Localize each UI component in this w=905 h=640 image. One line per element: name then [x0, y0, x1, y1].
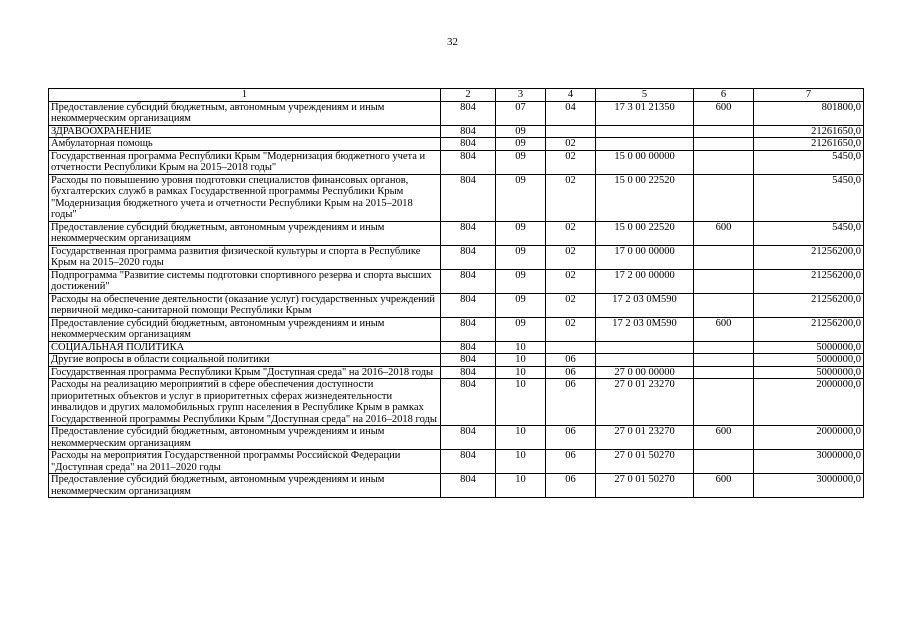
admin-code: 804 — [441, 150, 496, 174]
table-row — [49, 366, 864, 379]
target-article-code: 27 0 01 23270 — [596, 426, 694, 450]
section-code: 09 — [496, 221, 546, 245]
table-row — [49, 221, 864, 245]
row-description: Амбулаторная помощь — [49, 138, 441, 151]
amount: 21261650,0 — [754, 138, 864, 151]
row-description: Расходы на реализацию мероприятий в сфере обеспечения доступности приоритетных объектов и услуг в приоритетных сферах жизнедеятельности инвалидов и других маломобильных групп населения в Республике Крым в рамках Государственной программы Республики Крым "Доступная среда" на 2016–2018 годы — [49, 379, 441, 426]
section-code: 09 — [496, 245, 546, 269]
subsection-code: 02 — [546, 269, 596, 293]
target-article-code — [596, 125, 694, 138]
row-description: Предоставление субсидий бюджетным, автономным учреждениям и иным некоммерческим организациям — [49, 474, 441, 498]
subsection-code: 06 — [546, 354, 596, 367]
target-article-code: 17 2 00 00000 — [596, 269, 694, 293]
expense-type-code — [694, 379, 754, 426]
amount: 21256200,0 — [754, 245, 864, 269]
admin-code: 804 — [441, 450, 496, 474]
target-article-code: 27 0 01 50270 — [596, 450, 694, 474]
table-row — [49, 138, 864, 151]
admin-code: 804 — [441, 341, 496, 354]
expense-type-code: 600 — [694, 221, 754, 245]
target-article-code: 15 0 00 00000 — [596, 150, 694, 174]
amount: 801800,0 — [754, 101, 864, 125]
row-description: Предоставление субсидий бюджетным, автономным учреждениям и иным некоммерческим организациям — [49, 221, 441, 245]
column-header: 7 — [754, 89, 864, 102]
table-row — [49, 341, 864, 354]
section-code: 09 — [496, 150, 546, 174]
admin-code: 804 — [441, 101, 496, 125]
subsection-code: 02 — [546, 138, 596, 151]
subsection-code: 06 — [546, 474, 596, 498]
subsection-code: 02 — [546, 150, 596, 174]
target-article-code — [596, 341, 694, 354]
admin-code: 804 — [441, 125, 496, 138]
target-article-code: 17 2 03 0М590 — [596, 317, 694, 341]
subsection-code: 06 — [546, 426, 596, 450]
table-row — [49, 293, 864, 317]
amount: 5450,0 — [754, 221, 864, 245]
page-number: 32 — [447, 36, 458, 48]
table-row — [49, 125, 864, 138]
expense-type-code — [694, 341, 754, 354]
amount: 3000000,0 — [754, 474, 864, 498]
column-header: 4 — [546, 89, 596, 102]
admin-code: 804 — [441, 138, 496, 151]
row-description: Расходы по повышению уровня подготовки специалистов финансовых органов, бухгалтерских служб в рамках Государственной программы Республики Крым "Модернизация бюджетного учета и отчетности Республики Крым на 2015–2018 годы" — [49, 174, 441, 221]
subsection-code: 06 — [546, 366, 596, 379]
expense-type-code — [694, 269, 754, 293]
subsection-code — [546, 341, 596, 354]
subsection-code — [546, 125, 596, 138]
target-article-code: 15 0 00 22520 — [596, 174, 694, 221]
subsection-code: 04 — [546, 101, 596, 125]
section-code: 09 — [496, 269, 546, 293]
admin-code: 804 — [441, 474, 496, 498]
expense-type-code — [694, 366, 754, 379]
amount: 5450,0 — [754, 150, 864, 174]
expense-type-code — [694, 150, 754, 174]
section-code: 10 — [496, 474, 546, 498]
table-row — [49, 450, 864, 474]
section-code: 10 — [496, 450, 546, 474]
target-article-code — [596, 354, 694, 367]
section-code: 09 — [496, 293, 546, 317]
budget-table — [48, 88, 864, 498]
admin-code: 804 — [441, 379, 496, 426]
admin-code: 804 — [441, 174, 496, 221]
amount: 5000000,0 — [754, 354, 864, 367]
target-article-code — [596, 138, 694, 151]
row-description: Предоставление субсидий бюджетным, автономным учреждениям и иным некоммерческим организациям — [49, 426, 441, 450]
column-header: 6 — [694, 89, 754, 102]
target-article-code: 27 0 01 50270 — [596, 474, 694, 498]
section-code: 10 — [496, 379, 546, 426]
expense-type-code — [694, 125, 754, 138]
table-row — [49, 474, 864, 498]
expense-type-code: 600 — [694, 426, 754, 450]
expense-type-code — [694, 354, 754, 367]
expense-type-code — [694, 245, 754, 269]
expense-type-code: 600 — [694, 317, 754, 341]
subsection-code: 02 — [546, 293, 596, 317]
admin-code: 804 — [441, 221, 496, 245]
header-row — [49, 89, 864, 102]
section-code: 10 — [496, 426, 546, 450]
amount: 2000000,0 — [754, 426, 864, 450]
amount: 21261650,0 — [754, 125, 864, 138]
target-article-code: 17 0 00 00000 — [596, 245, 694, 269]
row-description: СОЦИАЛЬНАЯ ПОЛИТИКА — [49, 341, 441, 354]
row-description: Другие вопросы в области социальной политики — [49, 354, 441, 367]
table-row — [49, 174, 864, 221]
subsection-code: 02 — [546, 317, 596, 341]
subsection-code: 02 — [546, 245, 596, 269]
table-row — [49, 269, 864, 293]
admin-code: 804 — [441, 293, 496, 317]
column-header: 3 — [496, 89, 546, 102]
column-header: 2 — [441, 89, 496, 102]
expense-type-code — [694, 174, 754, 221]
expense-type-code — [694, 293, 754, 317]
amount: 5450,0 — [754, 174, 864, 221]
table-row — [49, 101, 864, 125]
admin-code: 804 — [441, 426, 496, 450]
row-description: Подпрограмма "Развитие системы подготовки спортивного резерва и спорта высших достижений" — [49, 269, 441, 293]
admin-code: 804 — [441, 354, 496, 367]
row-description: ЗДРАВООХРАНЕНИЕ — [49, 125, 441, 138]
section-code: 09 — [496, 138, 546, 151]
table-row — [49, 379, 864, 426]
target-article-code: 17 3 01 21350 — [596, 101, 694, 125]
section-code: 09 — [496, 174, 546, 221]
admin-code: 804 — [441, 245, 496, 269]
row-description: Государственная программа развития физической культуры и спорта в Республике Крым на 2015–2020 годы — [49, 245, 441, 269]
amount: 2000000,0 — [754, 379, 864, 426]
target-article-code: 27 0 01 23270 — [596, 379, 694, 426]
admin-code: 804 — [441, 269, 496, 293]
expense-type-code: 600 — [694, 474, 754, 498]
row-description: Расходы на мероприятия Государственной программы Российской Федерации "Доступная среда" на 2011–2020 годы — [49, 450, 441, 474]
subsection-code: 02 — [546, 221, 596, 245]
amount: 21256200,0 — [754, 317, 864, 341]
section-code: 10 — [496, 366, 546, 379]
admin-code: 804 — [441, 366, 496, 379]
target-article-code: 15 0 00 22520 — [596, 221, 694, 245]
expense-type-code — [694, 138, 754, 151]
row-description: Государственная программа Республики Крым "Модернизация бюджетного учета и отчетности Республики Крым на 2015–2018 годы" — [49, 150, 441, 174]
column-header: 1 — [49, 89, 441, 102]
table-row — [49, 150, 864, 174]
amount: 21256200,0 — [754, 269, 864, 293]
column-header: 5 — [596, 89, 694, 102]
amount: 21256200,0 — [754, 293, 864, 317]
target-article-code: 27 0 00 00000 — [596, 366, 694, 379]
table-row — [49, 245, 864, 269]
table-row — [49, 426, 864, 450]
subsection-code: 06 — [546, 450, 596, 474]
subsection-code: 06 — [546, 379, 596, 426]
row-description: Государственная программа Республики Крым "Доступная среда" на 2016–2018 годы — [49, 366, 441, 379]
section-code: 07 — [496, 101, 546, 125]
section-code: 09 — [496, 125, 546, 138]
table-row — [49, 317, 864, 341]
section-code: 09 — [496, 317, 546, 341]
amount: 5000000,0 — [754, 366, 864, 379]
section-code: 10 — [496, 354, 546, 367]
expense-type-code: 600 — [694, 101, 754, 125]
target-article-code: 17 2 03 0М590 — [596, 293, 694, 317]
admin-code: 804 — [441, 317, 496, 341]
amount: 5000000,0 — [754, 341, 864, 354]
amount: 3000000,0 — [754, 450, 864, 474]
row-description: Предоставление субсидий бюджетным, автономным учреждениям и иным некоммерческим организациям — [49, 101, 441, 125]
row-description: Предоставление субсидий бюджетным, автономным учреждениям и иным некоммерческим организациям — [49, 317, 441, 341]
row-description: Расходы на обеспечение деятельности (оказание услуг) государственных учреждений первичной медико-санитарной помощи Республики Крым — [49, 293, 441, 317]
subsection-code: 02 — [546, 174, 596, 221]
table-row — [49, 354, 864, 367]
section-code: 10 — [496, 341, 546, 354]
expense-type-code — [694, 450, 754, 474]
